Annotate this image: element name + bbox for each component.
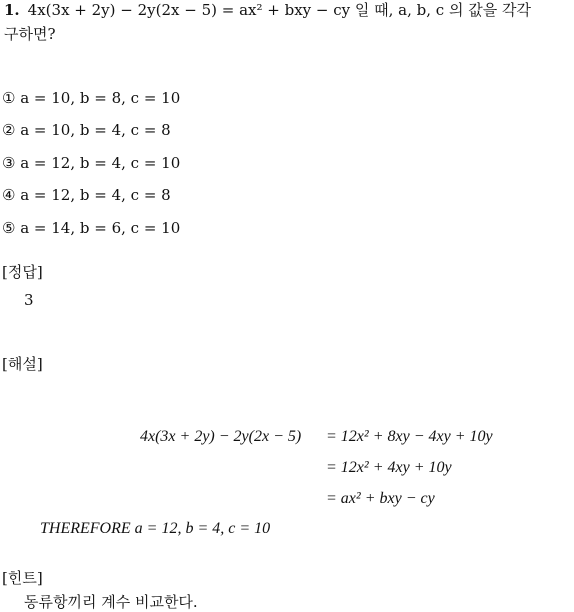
equation-lhs: 4x(3x + 2y) − 2y(2x − 5)	[140, 428, 302, 445]
question-number: 1.	[4, 1, 20, 19]
option-5[interactable]: ⑤ a = 14, b = 6, c = 10	[2, 219, 181, 237]
option-4[interactable]: ④ a = 12, b = 4, c = 8	[2, 186, 171, 204]
answer-label: [정답]	[2, 263, 43, 281]
equation-step-1: = 12x² + 8xy − 4xy + 10y	[326, 428, 493, 445]
explanation-label: [해설]	[2, 355, 43, 373]
answer-value: 3	[24, 291, 34, 309]
question-line-2: 구하면?	[4, 25, 56, 43]
question-line-1	[4, 0, 531, 20]
option-2[interactable]: ② a = 10, b = 4, c = 8	[2, 121, 171, 139]
option-1[interactable]: ① a = 10, b = 8, c = 10	[2, 89, 181, 107]
hint-label: [힌트]	[2, 569, 43, 587]
conclusion: THEREFORE a = 12, b = 4, c = 10	[40, 520, 271, 537]
option-3[interactable]: ③ a = 12, b = 4, c = 10	[2, 154, 181, 172]
equation-step-3: = ax² + bxy − cy	[326, 490, 435, 507]
equation-step-2: = 12x² + 4xy + 10y	[326, 459, 452, 476]
question-text: 4x(3x + 2y) − 2y(2x − 5) = ax² + bxy − cy 일 때, a, b, c 의 값을 각각	[27, 1, 531, 19]
hint-text: 동류항끼리 계수 비교한다.	[24, 593, 198, 611]
